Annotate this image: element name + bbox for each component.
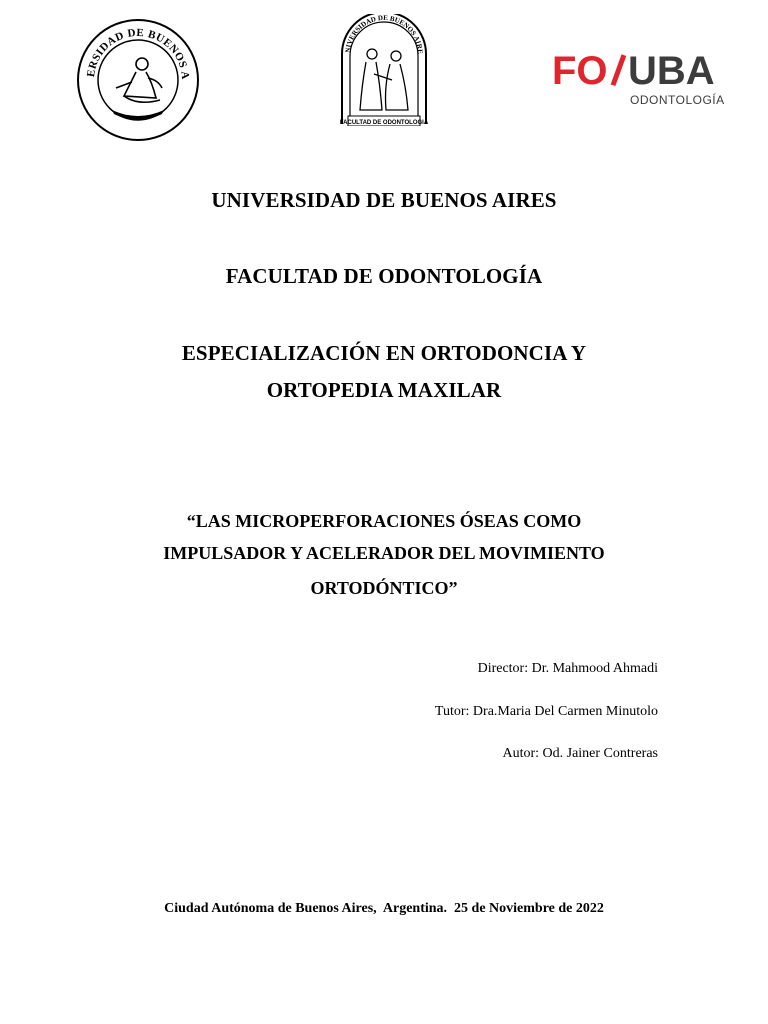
specialization-line-1: ESPECIALIZACIÓN EN ORTODONCIA Y	[181, 341, 587, 365]
thesis-title-line-3: ORTODÓNTICO”	[310, 578, 458, 598]
fouba-uba-text: UBA	[628, 49, 715, 93]
faculty-seal-icon	[338, 14, 430, 126]
director-credit: Director: Dr. Mahmood Ahmadi	[477, 661, 658, 676]
fouba-fo-text: FO	[552, 49, 608, 93]
svg-text:UNIVERSIDAD DE BUENOS AIRES	[76, 18, 191, 80]
university-name: UNIVERSIDAD DE BUENOS AIRES	[211, 188, 557, 212]
seal-left-text: ERSIDAD DE BUENOS A	[84, 26, 192, 81]
faculty-name: FACULTAD DE ODONTOLOGÍA	[225, 264, 543, 288]
seal-center-bottom-text: FACULTAD DE ODONTOLOGIA	[339, 120, 429, 126]
place-and-date: Ciudad Autónoma de Buenos Aires, Argentina. 25 de Noviembre de 2022	[164, 901, 604, 916]
university-seal-icon	[76, 18, 200, 142]
thesis-title-line-2: IMPULSADOR Y ACELERADOR DEL MOVIMIENTO	[163, 543, 605, 563]
author-credit: Autor: Od. Jainer Contreras	[502, 746, 658, 761]
tutor-credit: Tutor: Dra.Maria Del Carmen Minutolo	[434, 704, 658, 719]
fouba-sub-text: ODONTOLOGÍA	[630, 93, 725, 107]
svg-text:UNIVERSIDAD DE BUENOS AIRES	[338, 14, 424, 54]
specialization-line-2: ORTOPEDIA MAXILAR	[266, 378, 502, 402]
seal-center-top-text: NIVERSIDAD DE BUENOS AIRE	[343, 14, 425, 55]
thesis-title-line-1: “LAS MICROPERFORACIONES ÓSEAS COMO	[186, 511, 582, 531]
fouba-logo-icon	[552, 48, 738, 112]
